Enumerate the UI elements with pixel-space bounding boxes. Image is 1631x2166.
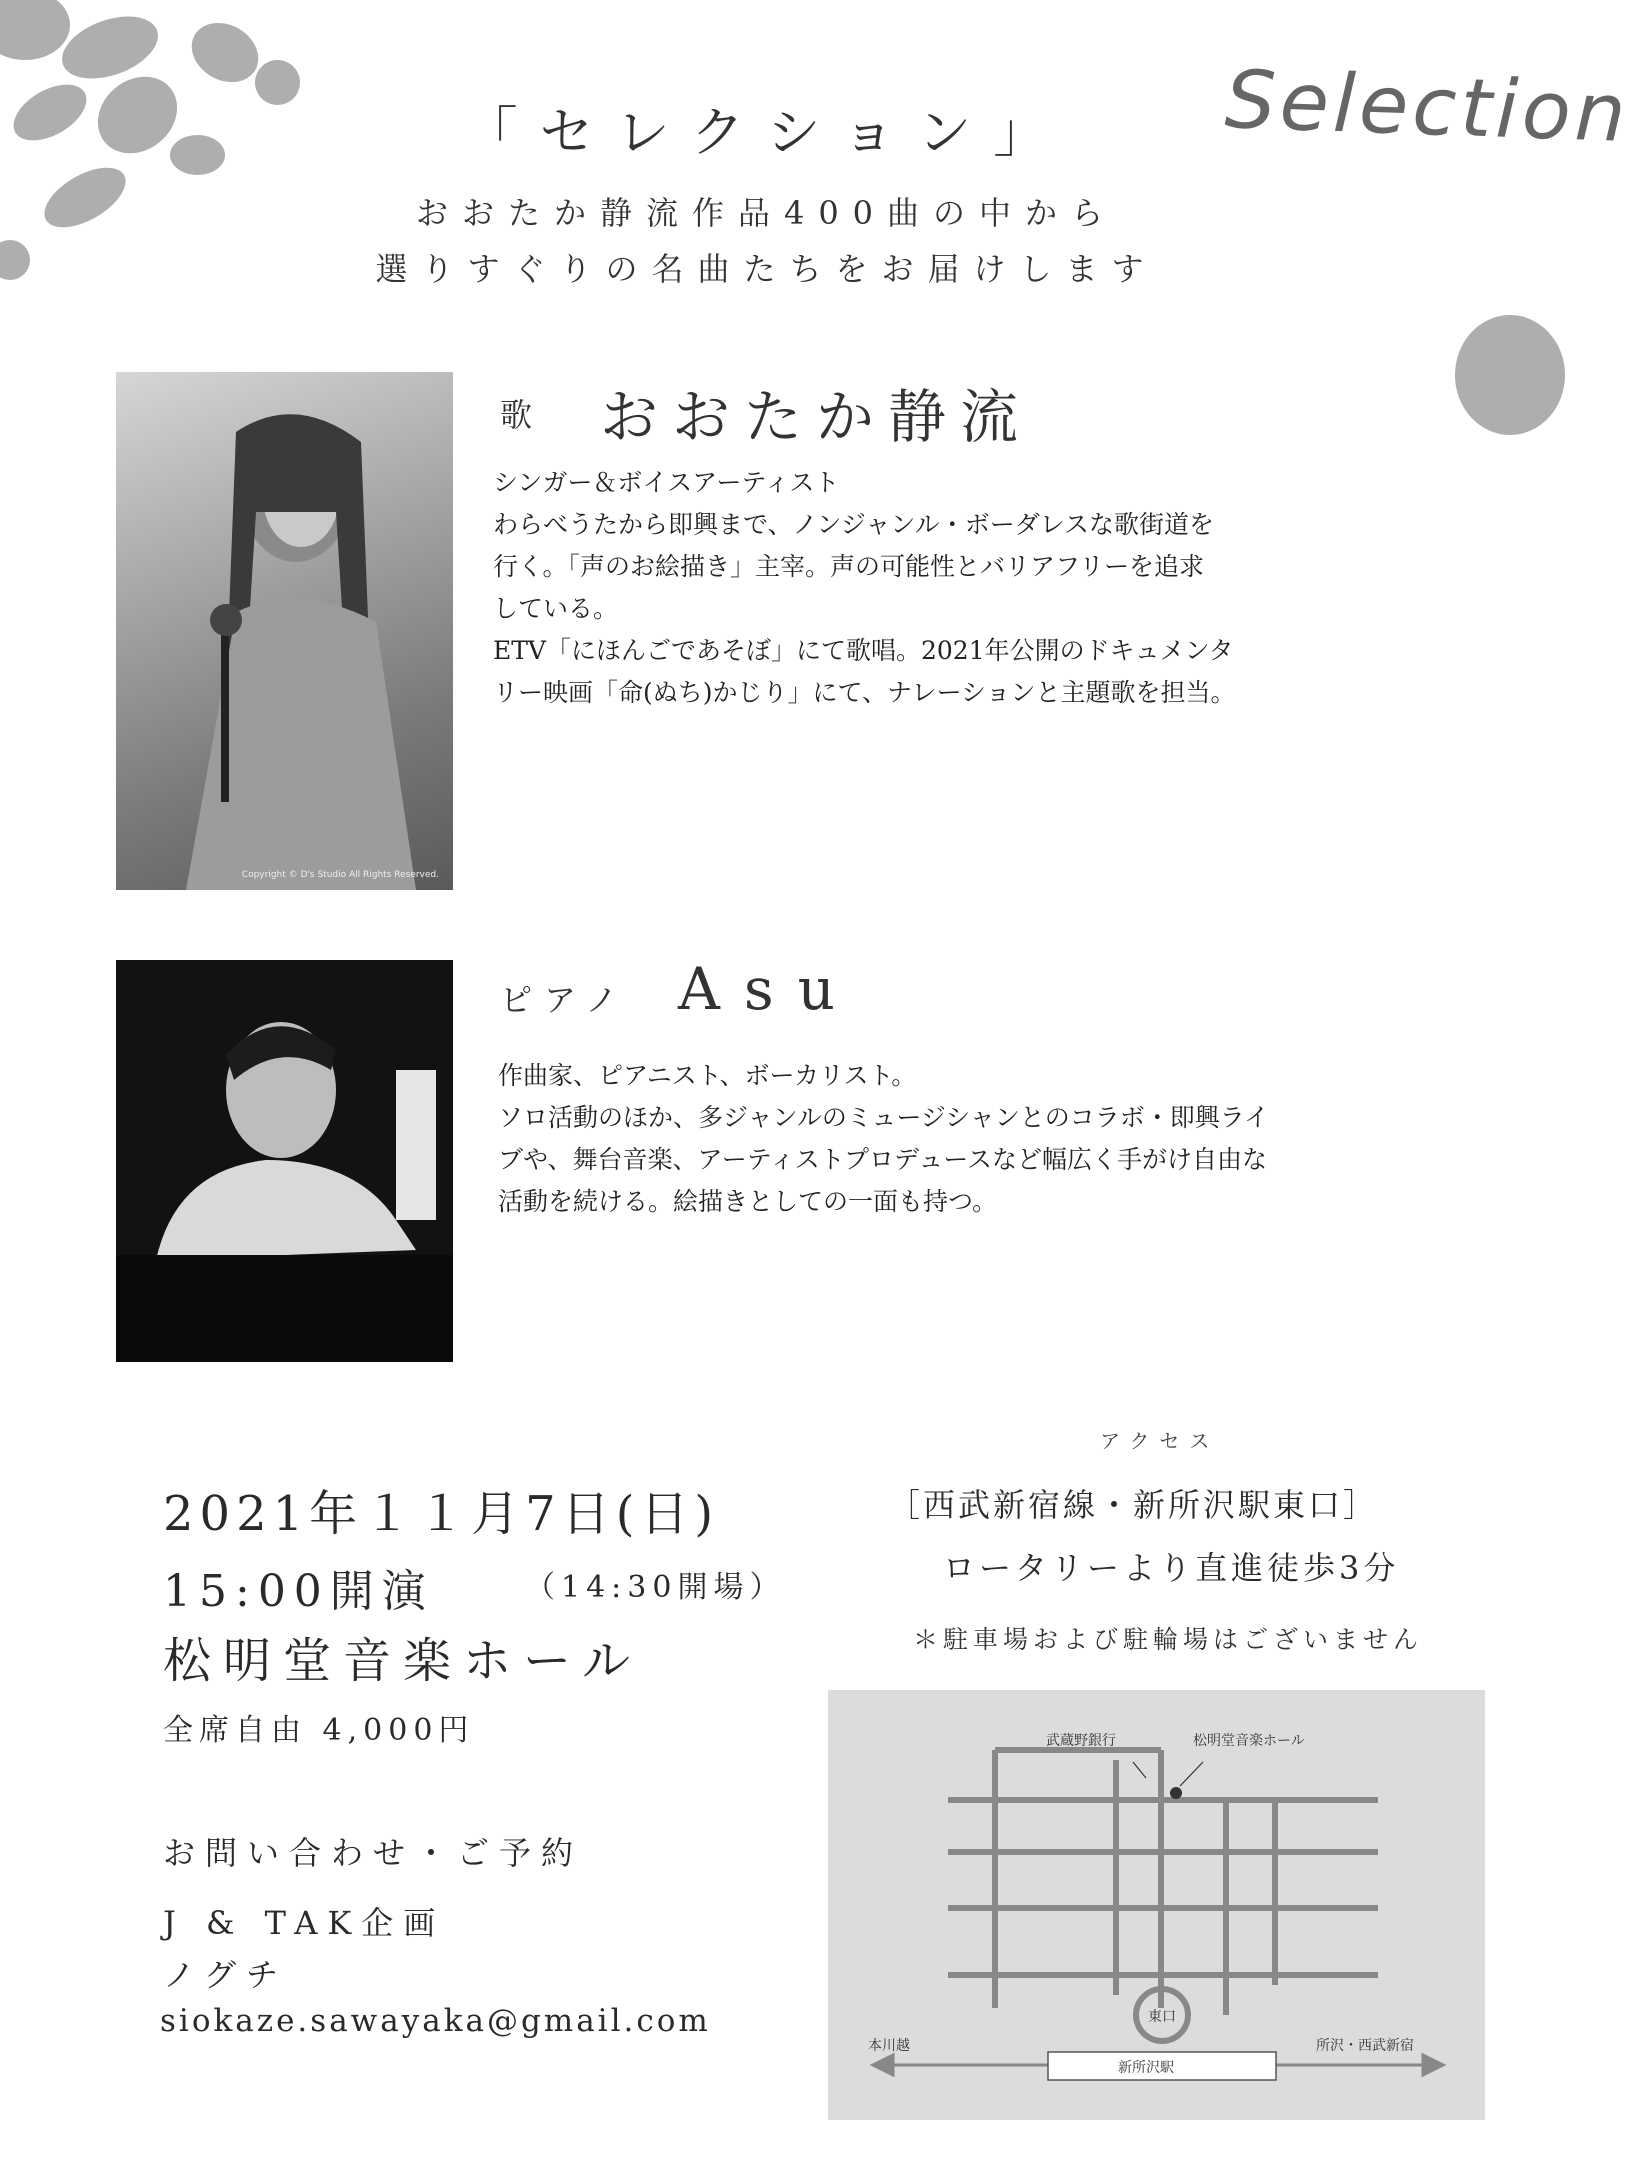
performer2-name: Asu [678, 955, 860, 1023]
decorative-blob [0, 0, 70, 60]
ticket-price: 全席自由 4,000円 [163, 1713, 475, 1748]
pianist-photo-illustration [116, 960, 453, 1362]
concert-title: 「セレクション」 [463, 101, 1070, 164]
bio-line: 行く。「声のお絵描き」主宰。声の可能性とバリアフリーを追求 [493, 552, 1205, 581]
singer-photo [116, 372, 453, 890]
performer2-bio [498, 1055, 1398, 1223]
bio-line: 活動を続ける。絵描きとしての一面も持つ。 [498, 1187, 998, 1216]
performer2-role: ピアノ [500, 981, 630, 1019]
map-label-bank: 武蔵野銀行 [1046, 1733, 1116, 1749]
photo-copyright: Copyright © D's Studio All Rights Reserved. [241, 870, 439, 880]
hall-marker [1170, 1787, 1182, 1799]
event-venue: 松明堂音楽ホール [163, 1633, 643, 1689]
decorative-blob [1455, 315, 1565, 435]
bio-line: 作曲家、ピアニスト、ボーカリスト。 [498, 1061, 917, 1090]
performer1-role: 歌 [500, 396, 533, 434]
access-station-line: ［西武新宿線・新所沢駅東口］ [888, 1486, 1379, 1524]
access-walk-directions: ロータリーより直進徒歩3分 [943, 1549, 1400, 1587]
subtitle-line-2: 選りすぐりの名曲たちをお届けします [375, 250, 1158, 288]
parking-notice: ＊駐車場および駐輪場はございません [913, 1625, 1424, 1654]
access-map [828, 1690, 1485, 2120]
bio-line: わらべうたから即興まで、ノンジャンル・ボーダレスな歌街道を [493, 510, 1215, 539]
event-doors-time: （14:30開場） [525, 1570, 786, 1605]
map-label-left-direction: 本川越 [868, 2038, 910, 2054]
organizer-name: J & TAK企画 [163, 1904, 446, 1942]
performer1-bio [493, 462, 1343, 714]
access-heading: アクセス [1100, 1429, 1220, 1453]
contact-email[interactable]: siokaze.sawayaka@gmail.com [160, 2003, 711, 2039]
bio-line: ETV「にほんごであそぼ」にて歌唱。2021年公開のドキュメンタ [493, 636, 1234, 665]
map-label-east-exit: 東口 [1148, 2009, 1176, 2025]
event-start-time: 15:00開演 [163, 1566, 434, 1617]
bio-line: している。 [493, 594, 619, 623]
pianist-photo [116, 960, 453, 1362]
bio-line: リー映画「命(ぬち)かじり」にて、ナレーションと主題歌を担当。 [493, 678, 1236, 707]
contact-heading: お問い合わせ・ご予約 [163, 1834, 584, 1872]
hall-pointer [1180, 1762, 1203, 1786]
bio-line: ブや、舞台音楽、アーティストプロデュースなど幅広く手がけ自由な [498, 1145, 1268, 1174]
map-label-hall: 松明堂音楽ホール [1193, 1733, 1305, 1749]
subtitle-line-1: おおたか静流作品400曲の中から [415, 194, 1118, 232]
singer-photo-illustration [116, 372, 453, 890]
contact-person: ノグチ [163, 1956, 289, 1994]
map-label-right-direction: 所沢・西武新宿 [1316, 2038, 1414, 2054]
script-title: Selection [1223, 52, 1631, 161]
map-drawing [828, 1690, 1485, 2120]
bio-line: ソロ活動のほか、多ジャンルのミュージシャンとのコラボ・即興ライ [498, 1103, 1270, 1132]
map-label-station: 新所沢駅 [1118, 2060, 1174, 2076]
map-roads [948, 1750, 1378, 2041]
event-date: 2021年１１月7日(日) [163, 1486, 720, 1542]
bank-pointer [1133, 1762, 1146, 1778]
bio-line: シンガー＆ボイスアーティスト [493, 468, 840, 497]
performer1-name: おおたか静流 [600, 383, 1033, 451]
